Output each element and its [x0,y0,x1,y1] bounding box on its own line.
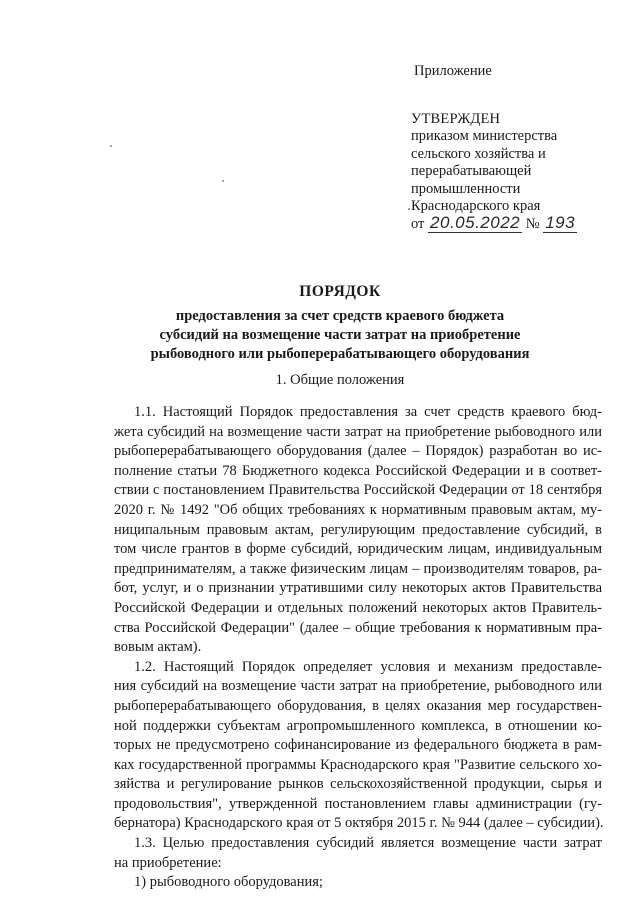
scan-speck [222,180,224,182]
body-line: продовольствия", утвержденной постановлением главы администрации (гу- [114,795,602,812]
appendix-label: Приложение [414,63,492,79]
body-line: 2020 г. № 1492 "Об общих требованиях к нормативным правовым актам, му- [114,501,602,518]
subtitle-line: субсидий на возмещение части затрат на приобретение [159,327,521,343]
body-line: ниципальным правовым актам, регулирующим предоставление субсидий, в [114,521,602,538]
body-line: 1.3. Целью предоставления субсидий является возмещение части затрат [134,835,602,852]
body-line: на приобретение: [114,854,222,871]
handwritten-number: 193 [545,213,576,233]
handwritten-date: 20.05.2022 [430,213,521,233]
body-line: Российской Федерации и отдельных положений некоторых актов Правитель- [114,599,602,616]
document-title-block [60,283,620,364]
body-line: бот, услуг, и о признании утратившими силу некоторых актов Правительства [114,580,602,597]
document-title: ПОРЯДОК [299,283,381,300]
body-line: рыбоперерабатывающего оборудования (далее – Порядок) разработан во ис- [114,443,602,460]
approved-line: промышленности [411,180,521,197]
subtitle-line: рыбоводного или рыбоперерабатывающего оборудования [150,346,530,362]
order-number-field [543,215,577,233]
order-date-field [428,215,522,233]
body-line: ства Российской Федерации" (далее – общие требования к нормативным пра- [114,619,602,636]
date-prefix: от [411,216,425,233]
approved-line: сельского хозяйства и [411,145,546,162]
body-line: торых не предусмотрено софинансирование из федерального бюджета в рам- [114,737,602,754]
body-line: рыбоперерабатывающего оборудования, в целях оказания мер государствен- [114,697,602,714]
body-line: полнение статьи 78 Бюджетного кодекса Российской Федерации и в соответ- [114,462,602,479]
approved-line: приказом министерства [411,128,558,145]
body-line: ния субсидий на возмещение части затрат на приобретение, рыбоводного или [114,678,602,695]
number-sign: № [525,216,540,233]
body-line: 1) рыбоводного оборудования; [134,874,323,891]
body-line: 1.2. Настоящий Порядок определяет условия и механизм предоставле- [134,658,602,675]
approval-stamp-block [411,111,621,234]
section-heading: 1. Общие положения [275,372,405,388]
body-line: ной поддержки субъектам агропромышленного комплекса, в отношении ко- [114,717,602,734]
body-line: вовым актам). [114,639,202,656]
body-line: ствии с постановлением Правительства Российской Федерации от 18 сентября [114,482,602,499]
subtitle-line: предоставления за счет средств краевого бюджета [175,308,505,324]
approved-line: Краснодарского края [411,198,541,215]
scan-speck [408,208,410,210]
scan-speck [110,145,112,147]
body-paragraphs [114,403,602,893]
approved-line: перерабатывающей [411,163,532,180]
body-line: ках государственной программы Краснодарского края "Развитие сельского хо- [114,756,602,773]
body-line: жета субсидий на возмещение части затрат на приобретение рыбоводного или [114,423,602,440]
body-line: том числе грантов в форме субсидий, юридическим лицам, индивидуальным [114,541,602,558]
body-line: зяйства и регулирование рынков сельскохозяйственной продукции, сырья и [114,776,602,793]
approved-title: УТВЕРЖДЕН [411,111,501,127]
approved-by-lines [411,128,621,233]
body-line: бернатора) Краснодарского края от 5 октября 2015 г. № 944 (далее – субсидии). [114,815,604,832]
body-line: предпринимателям, а также физическим лицам – производителям товаров, ра- [114,560,602,577]
body-line: 1.1. Настоящий Порядок предоставления за счет средств краевого бюд- [134,404,602,420]
document-subtitle [60,307,620,364]
order-date-number-line [411,215,621,233]
